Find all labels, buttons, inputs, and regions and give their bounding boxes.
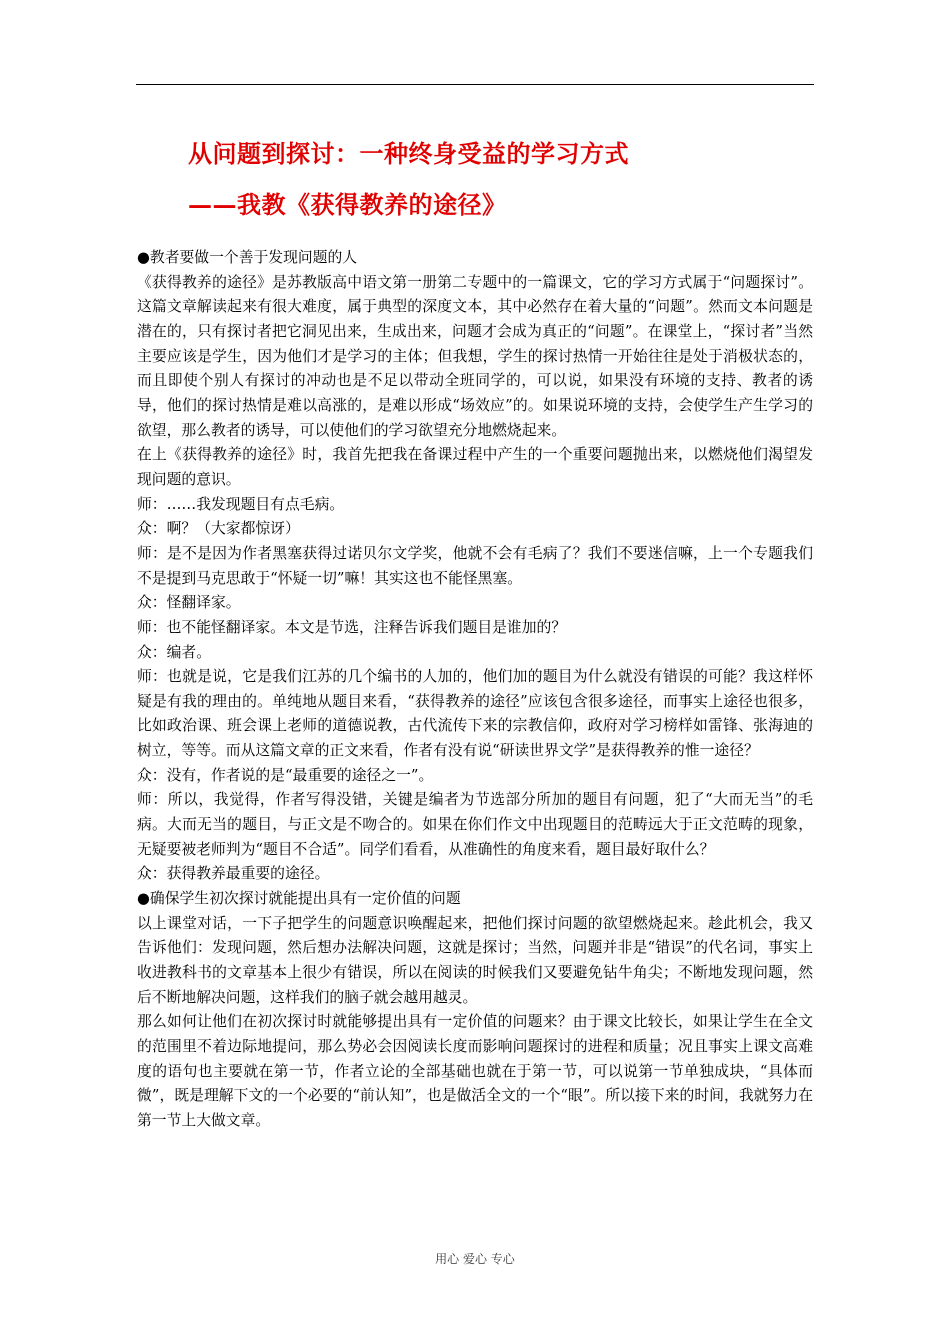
section-heading: ●教者要做一个善于发现问题的人 (137, 249, 358, 266)
dialogue-line: 师：所以，我觉得，作者写得没错，关键是编者为节选部分所加的题目有问题，犯了“大而无当”的毛病。大而无当的题目，与正文是不吻合的。如果在你们作文中出现题目的范畴远大于正文范畴的现象，无疑要被老师判为“题目不合适”。同学们看看，从准确性的角度来看，题目最好取什么？ (137, 791, 813, 858)
paragraph: 在上《获得教养的途径》时，我首先把我在备课过程中产生的一个重要问题抛出来，以燃烧他们渴望发现问题的意识。 (137, 446, 813, 488)
header-rule (136, 84, 814, 85)
paragraph: 以上课堂对话，一下子把学生的问题意识唤醒起来，把他们探讨问题的欲望燃烧起来。趁此机会，我又告诉他们：发现问题，然后想办法解决问题，这就是探讨；当然，问题并非是“错误”的代名词，事实上收进教科书的文章基本上很少有错误，所以在阅读的时候我们又要避免钻牛角尖；不断地发现问题，然后不断地解决问题，这样我们的脑子就会越用越灵。 (137, 914, 813, 1006)
dialogue-line: 师：是不是因为作者黑塞获得过诺贝尔文学奖，他就不会有毛病了？我们不要迷信嘛，上一个专题我们不是提到马克思敢于“怀疑一切”嘛！其实这也不能怪黑塞。 (137, 544, 813, 587)
dialogue-line: 师：也不能怪翻译家。本文是节选，注释告诉我们题目是谁加的？ (137, 618, 567, 636)
paragraph: 《获得教养的途径》是苏教版高中语文第一册第二专题中的一篇课文，它的学习方式属于“问题探讨”。这篇文章解读起来有很大难度，属于典型的深度文本，其中必然存在着大量的“问题”。然而文本问题是潜在的，只有探讨者把它洞见出来，生成出来，问题才会成为真正的“问题”。在课堂上，“探讨者”当然主要应该是学生，因为他们才是学习的主体；但我想，学生的探讨热情一开始往往是处于消极状态的，而且即使个别人有探讨的冲动也是不足以带动全班同学的，可以说，如果没有环境的支持、教者的诱导，他们的探讨热情是难以高涨的，是难以形成“场效应”的。如果说环境的支持，会使学生产生学习的欲望，那么教者的诱导，可以使他们的学习欲望充分地燃烧起来。 (137, 273, 813, 439)
dialogue-line: 师：也就是说，它是我们江苏的几个编书的人加的，他们加的题目为什么就没有错误的可能？我这样怀疑是有我的理由的。单纯地从题目来看，“获得教养的途径”应该包含很多途径，而事实上途径也很多，比如政治课、班会课上老师的道德说教，古代流传下来的宗教信仰，政府对学习榜样如雷锋、张海迪的树立，等等。而从这篇文章的正文来看，作者有没有说“研读世界文学”是获得教养的惟一途径？ (137, 668, 813, 760)
dialogue-line: 众：没有，作者说的是“最重要的途径之一”。 (137, 766, 434, 784)
page-title: 从问题到探讨：一种终身受益的学习方式 (188, 139, 629, 168)
dialogue-line: 众：怪翻译家。 (137, 594, 241, 612)
page-footer: 用心 爱心 专心 (435, 1252, 515, 1266)
paragraph: 那么如何让他们在初次探讨时就能够提出具有一定价值的问题来？由于课文比较长，如果让学生在全文的范围里不着边际地提问，那么势必会因阅读长度而影响问题探讨的进程和质量；况且事实上课文高难度的语句也主要就在第一节，作者立论的全部基础也就在于第一节，可以说第一节单独成块，“具体而微”，既是理解下文的一个必要的“前认知”，也是做活全文的一个“眼”。所以接下来的时间，我就努力在第一节上大做文章。 (137, 1013, 813, 1129)
section-heading: ●确保学生初次探讨就能提出具有一定价值的问题 (137, 890, 461, 908)
dialogue-line: 师：……我发现题目有点毛病。 (137, 495, 345, 513)
dialogue-line: 众：啊？（大家都惊讶） (137, 520, 300, 538)
dialogue-line: 众：获得教养最重要的途径。 (137, 865, 330, 883)
dialogue-line: 众：编者。 (137, 643, 211, 661)
article-body (137, 246, 813, 1134)
page-subtitle: ——我教《获得教养的途径》 (188, 190, 507, 219)
